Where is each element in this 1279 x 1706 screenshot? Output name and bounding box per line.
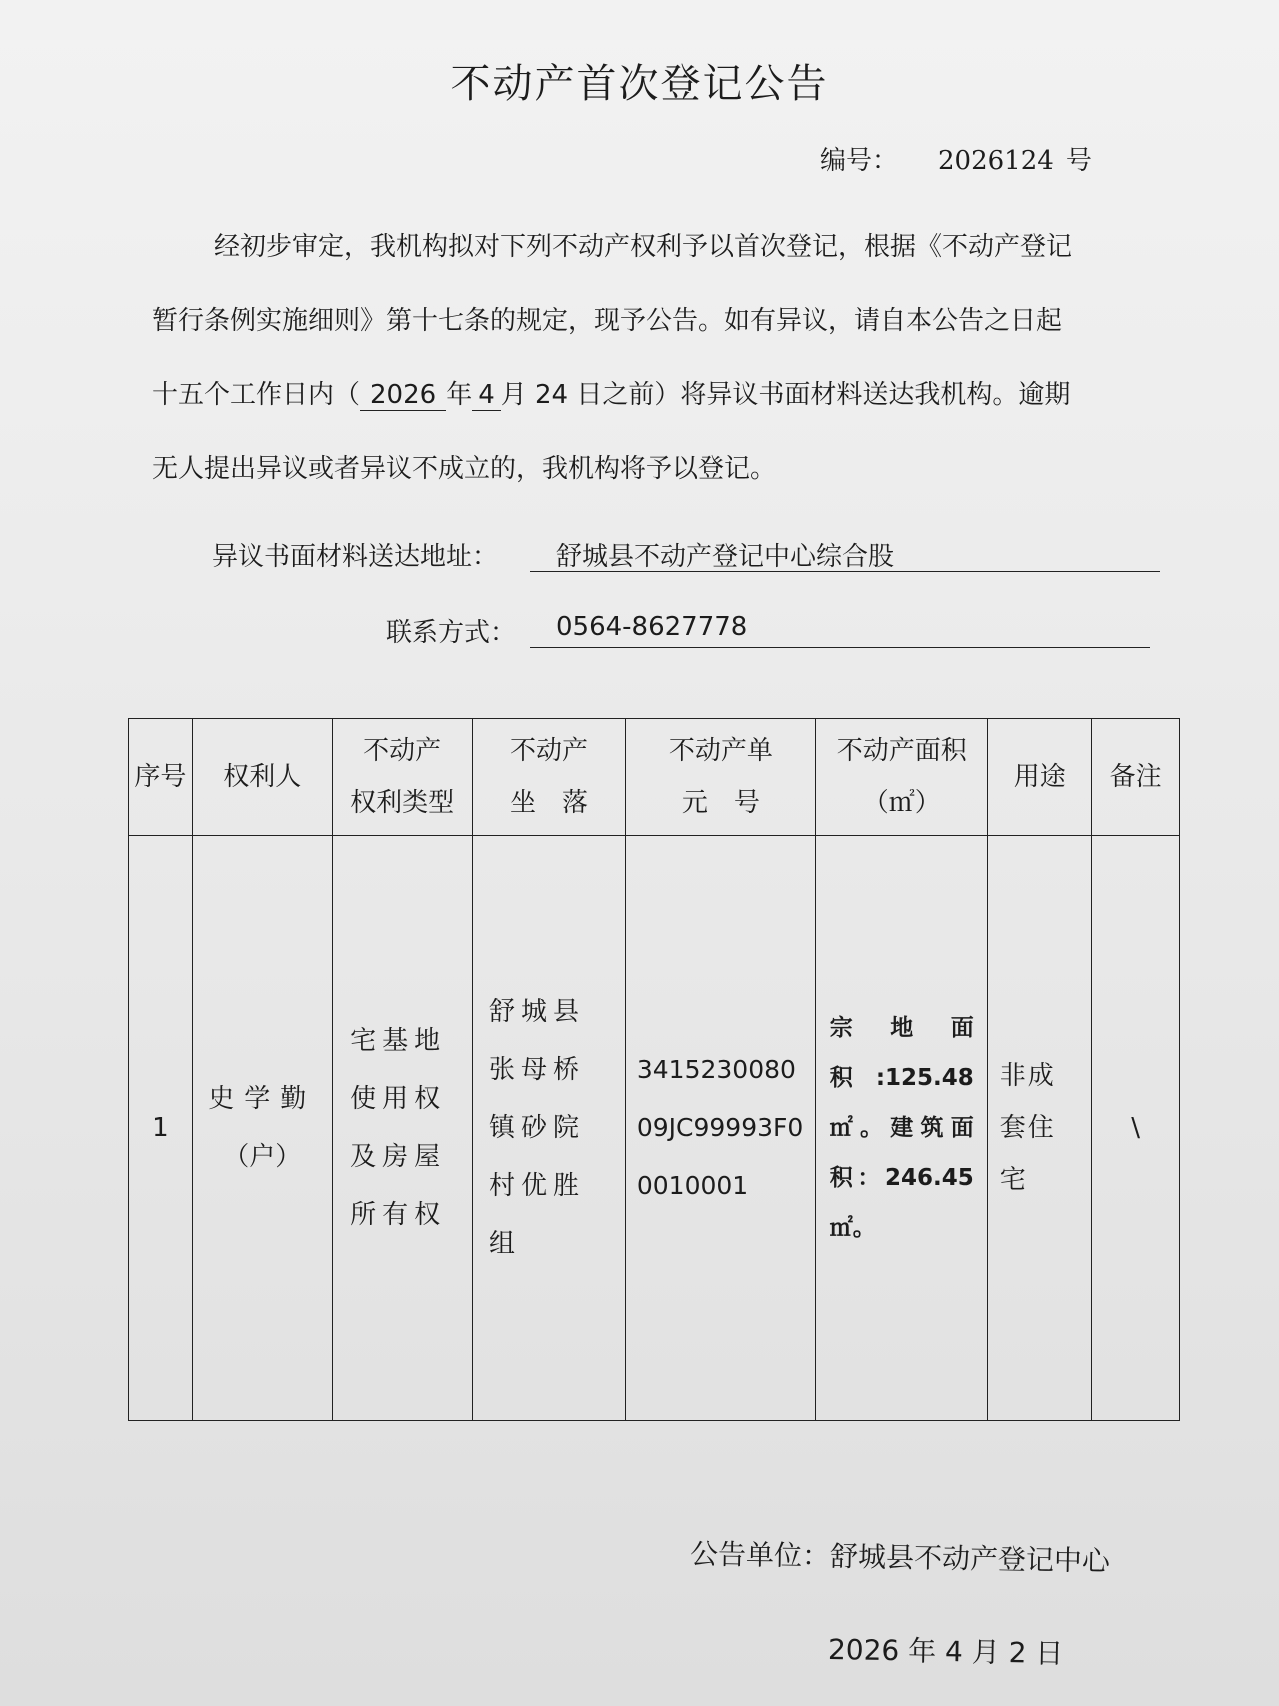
cell-unit-no-text: 341523008009JC99993F00010001 [636,1055,804,1200]
doc-number-label: 编号： [820,146,899,176]
cell-holder-name: 史学勤 [208,1084,317,1114]
cell-location [472,836,626,1421]
header-area [816,719,988,836]
body-line-3 [152,358,1152,432]
header-location-line1: 不动产 [509,736,588,766]
cell-right-type [332,836,472,1421]
header-area-line1: 不动产面积 [836,736,967,766]
cell-location-text: 舒城县张母桥镇砂院村优胜组 [488,997,585,1259]
header-location [472,719,626,836]
body-line-1: 经初步审定，我机构拟对下列不动产权利予以首次登记，根据《不动产登记 [214,232,1073,262]
header-unit-line1: 不动产单 [668,736,773,766]
deadline-year: 2026 [360,380,446,411]
cell-seq: 1 [129,836,193,1421]
header-right-type-line2: 权利类型 [350,788,455,818]
issuer-value: 舒城县不动产登记中心 [829,1539,1111,1578]
notice-body [152,210,1152,506]
header-seq: 序号 [129,719,193,836]
doc-number-suffix: 号 [1065,146,1092,176]
cell-area-text: 宗地面积:125.48㎡。建筑面积：246.45㎡。 [829,1015,974,1241]
cell-area [816,836,988,1421]
cell-remarks: \ [1092,836,1180,1421]
cell-holder-note: （户） [223,1142,302,1172]
header-area-line2: （㎡） [862,788,941,818]
issuer [690,1532,1111,1579]
address-label: 异议书面材料送达地址： [212,542,499,572]
document-number [820,140,1092,177]
body-line-2: 暂行条例实施细则》第十七条的规定，现予公告。如有异议，请自本公告之日起 [152,306,1063,336]
cell-usage-text: 非成套住宅 [999,1061,1056,1195]
contact-field [386,612,748,649]
cell-right-type-text: 宅基地使用权及房屋所有权 [350,1026,447,1230]
header-holder: 权利人 [192,719,332,836]
header-usage: 用途 [988,719,1092,836]
page-title: 不动产首次登记公告 [450,61,829,107]
body-line-3-year-unit: 年 [446,380,473,410]
address-value: 舒城县不动产登记中心综合股 [530,536,1160,572]
body-line-4: 无人提出异议或者异议不成立的，我机构将予以登记。 [152,454,777,484]
cell-unit-no [626,836,816,1421]
body-line-3-end: 月 24 日之前）将异议书面材料送达我机构。逾期 [500,380,1071,410]
header-location-line2: 坐 落 [509,788,588,818]
header-unit [626,719,816,836]
header-unit-line2: 元 号 [681,788,760,818]
deadline-month: 4 [472,380,501,411]
header-right-type-line1: 不动产 [363,736,442,766]
cell-usage [988,836,1092,1421]
contact-label: 联系方式： [386,618,517,648]
registration-table [128,718,1180,1421]
contact-value: 0564-8627778 [530,612,1150,648]
address-field [212,536,895,573]
body-line-3-start: 十五个工作日内（ [152,380,361,410]
header-right-type [332,719,472,836]
issue-date: 2026 年 4 月 2 日 [827,1632,1064,1671]
table-row [129,836,1180,1421]
doc-number-value: 2026124 [938,146,1054,176]
cell-holder [192,836,332,1421]
issuer-label: 公告单位： [689,1537,831,1573]
header-remarks: 备注 [1092,719,1180,836]
table-header-row [129,719,1180,836]
